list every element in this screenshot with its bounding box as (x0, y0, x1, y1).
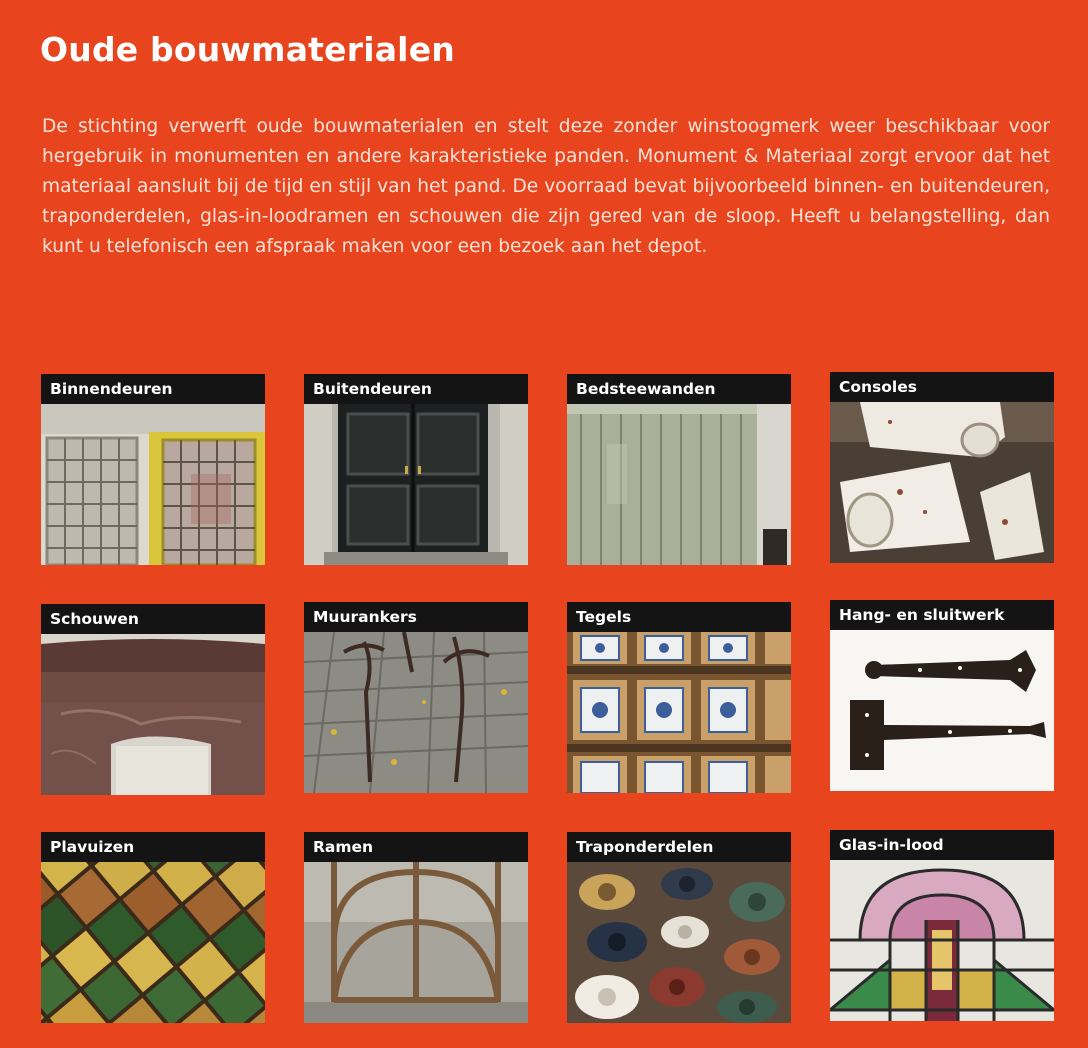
tile-caption: Consoles (830, 372, 1054, 402)
tile-caption: Buitendeuren (304, 374, 528, 404)
traponderdelen-photo (567, 862, 791, 1023)
tile-caption: Traponderdelen (567, 832, 791, 862)
page-title: Oude bouwmaterialen (40, 30, 455, 69)
bedsteewanden-photo (567, 404, 791, 565)
tile-traponderdelen (567, 832, 791, 1023)
tile-caption: Ramen (304, 832, 528, 862)
tile-muurankers (304, 602, 528, 793)
tile-schouwen (41, 604, 265, 795)
tile-consoles (830, 372, 1054, 563)
tile-ramen (304, 832, 528, 1023)
tile-caption: Glas-in-lood (830, 830, 1054, 860)
schouwen-photo (41, 634, 265, 795)
muurankers-photo (304, 632, 528, 793)
tile-caption: Tegels (567, 602, 791, 632)
consoles-photo (830, 402, 1054, 563)
tegels-photo (567, 632, 791, 793)
tile-caption: Schouwen (41, 604, 265, 634)
glas-in-lood-photo (830, 860, 1054, 1021)
tile-caption: Binnendeuren (41, 374, 265, 404)
tile-caption: Muurankers (304, 602, 528, 632)
plavuizen-photo (41, 862, 265, 1023)
tile-bedsteewanden (567, 374, 791, 565)
tile-caption: Bedsteewanden (567, 374, 791, 404)
tile-caption: Hang- en sluitwerk (830, 600, 1054, 630)
binnendeuren-photo (41, 404, 265, 565)
tile-hang-en-sluitwerk (830, 600, 1054, 791)
intro-paragraph: De stichting verwerft oude bouwmaterialen en stelt deze zonder winstoogmerk weer beschikbaar voor hergebruik in monumenten en andere karakteristieke panden. Monument & Materiaal zorgt ervoor dat het materiaal aansluit bij de tijd en stijl van het pand. De voorraad bevat bijvoorbeeld binnen- en buitendeuren, traponderdelen, glas-in-loodramen en schouwen die zijn gered van de sloop. Heeft u belangstelling, dan kunt u telefonisch een afspraak maken voor een bezoek aan het depot. (42, 116, 1050, 257)
hang-en-sluitwerk-photo (830, 630, 1054, 791)
tile-caption: Plavuizen (41, 832, 265, 862)
tile-binnendeuren (41, 374, 265, 565)
tile-buitendeuren (304, 374, 528, 565)
tile-tegels (567, 602, 791, 793)
tile-glas-in-lood (830, 830, 1054, 1021)
ramen-photo (304, 862, 528, 1023)
tile-plavuizen (41, 832, 265, 1023)
buitendeuren-photo (304, 404, 528, 565)
